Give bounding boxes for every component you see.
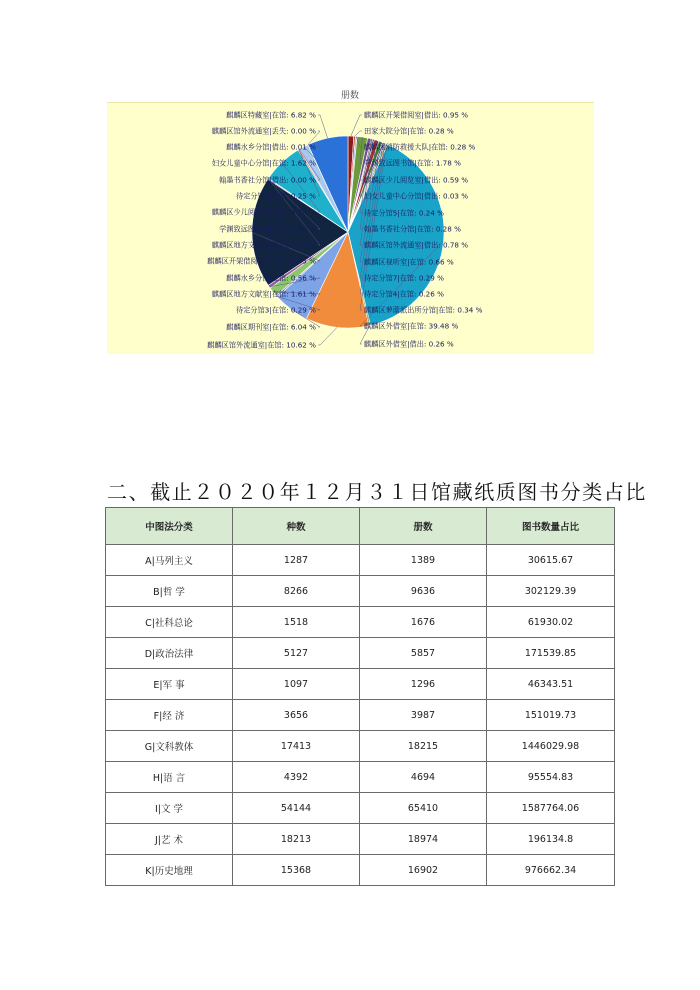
slice-label: 麒麟区期刊室|在馆: 6.04 %	[226, 322, 316, 332]
table-row	[106, 607, 615, 638]
cell-ratio: 976662.34	[487, 855, 615, 886]
table-row	[106, 824, 615, 855]
slice-label: 麒麟区特藏室|在馆: 6.82 %	[226, 110, 316, 120]
table-header-row	[106, 508, 615, 545]
cell-classification: J|艺 术	[106, 824, 233, 855]
cell-ratio: 302129.39	[487, 576, 615, 607]
slice-label: 麒麟区外借室|在馆: 39.48 %	[364, 321, 459, 331]
slice-label: 麒麟区地方文献室|借出: 0.18 %	[211, 240, 316, 250]
slice-label: 麒麟区馆外流通室|借出: 0.78 %	[364, 240, 469, 250]
slice-label: 待定分馆5|在馆: 0.24 %	[364, 208, 444, 218]
cell-titles: 1287	[233, 545, 360, 576]
cell-ratio: 196134.8	[487, 824, 615, 855]
slice-label: 待定分馆4|在馆: 0.26 %	[364, 289, 444, 299]
cell-volumes: 5857	[360, 638, 487, 669]
slice-label: 待定分馆3|在馆: 0.29 %	[236, 305, 316, 315]
cell-classification: D|政治法律	[106, 638, 233, 669]
cell-volumes: 16902	[360, 855, 487, 886]
cell-volumes: 3987	[360, 700, 487, 731]
cell-ratio: 151019.73	[487, 700, 615, 731]
cell-classification: K|历史地理	[106, 855, 233, 886]
cell-classification: G|文科教体	[106, 731, 233, 762]
cell-classification: B|哲 学	[106, 576, 233, 607]
table-row	[106, 855, 615, 886]
chart-title: 册数	[340, 91, 359, 101]
cell-titles: 15368	[233, 855, 360, 886]
slice-label: 待定分馆6|在馆: 0.25 %	[236, 191, 316, 201]
section-heading: 二、截止２０２０年１２月３１日馆藏纸质图书分类占比	[107, 480, 647, 504]
cell-titles: 5127	[233, 638, 360, 669]
slice-label: 妇女儿童中心分馆|在馆: 1.62 %	[211, 158, 316, 168]
slice-label: 麒麟区馆外流通室|丢失: 0.00 %	[211, 126, 316, 136]
leader-line	[318, 327, 337, 345]
cell-classification: E|军 事	[106, 669, 233, 700]
table-row	[106, 669, 615, 700]
table-row	[106, 731, 615, 762]
table-row	[106, 700, 615, 731]
cell-titles: 3656	[233, 700, 360, 731]
cell-volumes: 1296	[360, 669, 487, 700]
cell-ratio: 46343.51	[487, 669, 615, 700]
cell-volumes: 18974	[360, 824, 487, 855]
cell-titles: 4392	[233, 762, 360, 793]
cell-titles: 8266	[233, 576, 360, 607]
table-row	[106, 638, 615, 669]
cell-classification: A|马列主义	[106, 545, 233, 576]
cell-classification: F|经 济	[106, 700, 233, 731]
slice-label: 田家大院分馆|在馆: 0.28 %	[364, 126, 454, 136]
slice-label: 翰墨书香社分馆|在馆: 0.28 %	[364, 224, 461, 234]
slice-label: 翰墨书香社分馆|借出: 0.00 %	[219, 175, 316, 185]
slice-label: 麒麟区开架借阅室|借出: 0.95 %	[364, 110, 469, 120]
slice-label: 学渊致远图书馆|在馆: 1.78 %	[364, 158, 461, 168]
table-row	[106, 762, 615, 793]
cell-ratio: 30615.67	[487, 545, 615, 576]
slice-label: 麒麟区消防救援大队|在馆: 0.28 %	[364, 142, 476, 152]
cell-titles: 17413	[233, 731, 360, 762]
classification-table	[105, 507, 615, 886]
cell-ratio: 61930.02	[487, 607, 615, 638]
cell-titles: 1518	[233, 607, 360, 638]
table-row	[106, 545, 615, 576]
table-row	[106, 576, 615, 607]
cell-volumes: 4694	[360, 762, 487, 793]
slice-label: 麒麟区外借室|借出: 0.26 %	[364, 339, 454, 349]
slice-label: 麒麟区馆外流通室|在馆: 10.62 %	[207, 340, 316, 350]
slice-label: 麒麟区视听室|在馆: 0.66 %	[364, 257, 454, 267]
cell-titles: 54144	[233, 793, 360, 824]
slice-label: 麒麟水乡分馆|借出: 0.01 %	[226, 142, 316, 152]
cell-ratio: 1446029.98	[487, 731, 615, 762]
header-ratio: 图书数量占比	[487, 508, 615, 545]
cell-volumes: 65410	[360, 793, 487, 824]
cell-ratio: 95554.83	[487, 762, 615, 793]
slice-label: 待定分馆7|在馆: 0.29 %	[364, 273, 444, 283]
slice-label: 麒麟区少儿阅览室|借出: 0.59 %	[364, 175, 469, 185]
slice-label: 麒麟水乡分馆|在馆: 0.56 %	[226, 273, 316, 283]
header-titles: 种数	[233, 508, 360, 545]
cell-volumes: 18215	[360, 731, 487, 762]
cell-classification: C|社科总论	[106, 607, 233, 638]
slice-label: 麒麟区地方文献室|在馆: 1.61 %	[211, 289, 316, 299]
cell-ratio: 171539.85	[487, 638, 615, 669]
slice-label: 麒麟区少儿阅览室|在馆: 6.84 %	[211, 207, 316, 217]
cell-classification: H|语 言	[106, 762, 233, 793]
cell-volumes: 9636	[360, 576, 487, 607]
slice-label: 麒麟区萝蓆派出所分馆|在馆: 0.34 %	[364, 305, 483, 315]
leader-line	[355, 131, 362, 136]
slice-label: 麒麟区开架借阅室|在馆: 18.65 %	[207, 256, 316, 266]
slice-label: 妇女儿童中心分馆|借出: 0.03 %	[364, 191, 469, 201]
cell-titles: 1097	[233, 669, 360, 700]
slice-label: 学渊致远图书馆|借出: 0.00 %	[219, 224, 316, 234]
cell-titles: 18213	[233, 824, 360, 855]
leader-line	[351, 115, 362, 136]
cell-ratio: 1587764.06	[487, 793, 615, 824]
header-volumes: 册数	[360, 508, 487, 545]
table-row	[106, 793, 615, 824]
cell-volumes: 1389	[360, 545, 487, 576]
cell-classification: I|文 学	[106, 793, 233, 824]
leader-line	[318, 115, 328, 138]
header-classification: 中图法分类	[106, 508, 233, 545]
pie-chart	[0, 0, 700, 370]
cell-volumes: 1676	[360, 607, 487, 638]
